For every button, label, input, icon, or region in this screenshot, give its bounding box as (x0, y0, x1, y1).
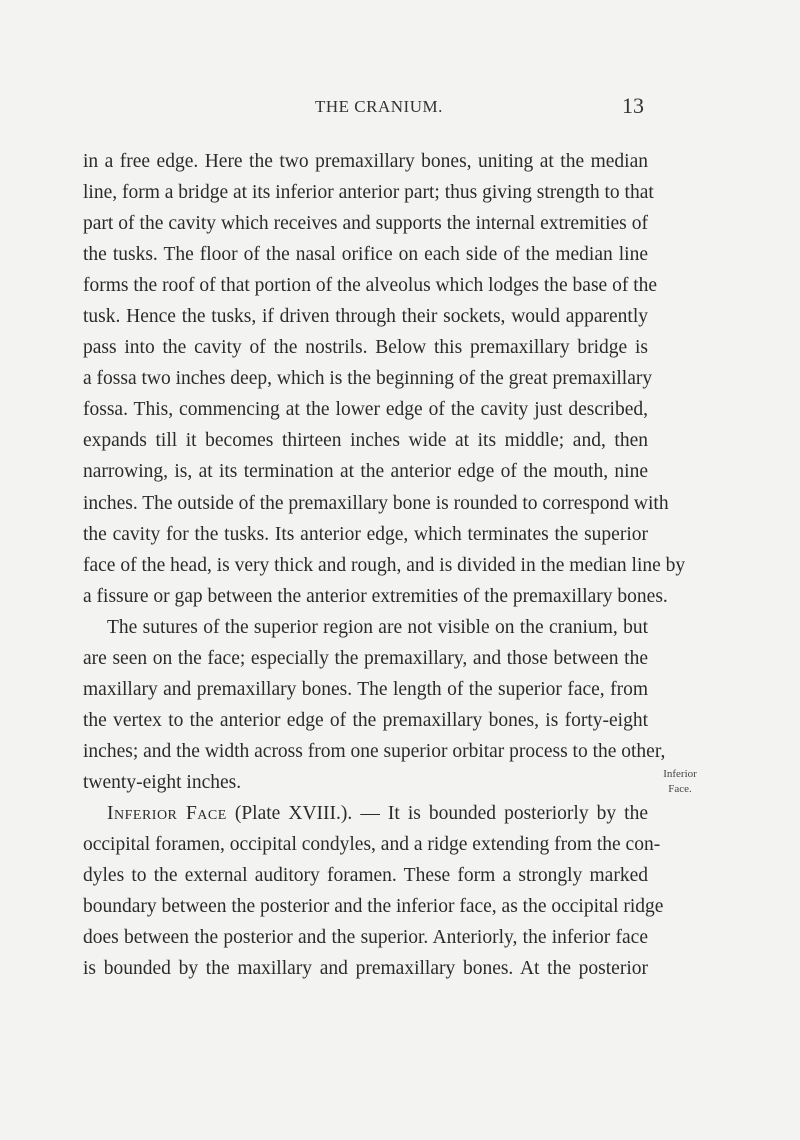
margin-note-line: Inferior (663, 768, 697, 780)
running-title: THE CRANIUM. (315, 97, 443, 116)
text-line: a fissure or gap between the anterior extremities of the premaxillary bones. (83, 585, 668, 607)
text-line: the cavity for the tusks. Its anterior edge, which terminates the superior (83, 523, 648, 545)
text-line: twenty-eight inches. (83, 771, 242, 793)
text-line: the vertex to the anterior edge of the premaxillary bones, is forty-eight (83, 709, 648, 731)
section-heading: Inferior Face (107, 802, 227, 824)
text-line: dyles to the external auditory foramen. These form a strongly marked (83, 865, 648, 887)
margin-note (655, 767, 705, 797)
text-line: the tusks. The floor of the nasal orifice on each side of the median line (83, 244, 648, 266)
text-line: fossa. This, commencing at the lower edge of the cavity just described, (83, 399, 648, 421)
text-line: boundary between the posterior and the inferior face, as the occipital ridge (83, 896, 664, 918)
body-text (83, 146, 686, 984)
text-line: pass into the cavity of the nostrils. Below this premaxillary bridge is (83, 337, 648, 359)
text-line: The sutures of the superior region are not visible on the cranium, but (107, 616, 648, 638)
text-line: narrowing, is, at its termination at the anterior edge of the mouth, nine (83, 461, 648, 483)
text-line: line, form a bridge at its inferior anterior part; thus giving strength to that (83, 182, 654, 204)
text-line: occipital foramen, occipital condyles, and a ridge extending from the con- (83, 834, 661, 856)
heading-line-rest: (Plate XVIII.). — It is bounded posteriorly by the (226, 802, 648, 824)
text-line: inches; and the width across from one superior orbitar process to the other, (83, 740, 666, 762)
text-line: inches. The outside of the premaxillary bone is rounded to correspond with (83, 492, 669, 514)
page-number: 13 (622, 93, 644, 118)
text-line: expands till it becomes thirteen inches wide at its middle; and, then (83, 430, 648, 452)
text-line: is bounded by the maxillary and premaxillary bones. At the posterior (83, 958, 648, 980)
margin-note-line: Face. (668, 783, 692, 795)
text-line: are seen on the face; especially the premaxillary, and those between the (83, 647, 648, 669)
text-line: tusk. Hence the tusks, if driven through their sockets, would apparently (83, 306, 648, 328)
text-line-heading (83, 798, 648, 829)
text-line: part of the cavity which receives and supports the internal extremities of (83, 213, 648, 235)
text-line: maxillary and premaxillary bones. The length of the superior face, from (83, 678, 648, 700)
text-line: does between the posterior and the superior. Anteriorly, the inferior face (83, 927, 648, 949)
running-head (0, 93, 800, 123)
text-line: forms the roof of that portion of the alveolus which lodges the base of the (83, 275, 658, 297)
text-line: a fossa two inches deep, which is the beginning of the great premaxillary (83, 368, 653, 390)
text-line: face of the head, is very thick and rough, and is divided in the median line by (83, 554, 686, 576)
text-line: in a free edge. Here the two premaxillary bones, uniting at the median (83, 151, 648, 172)
